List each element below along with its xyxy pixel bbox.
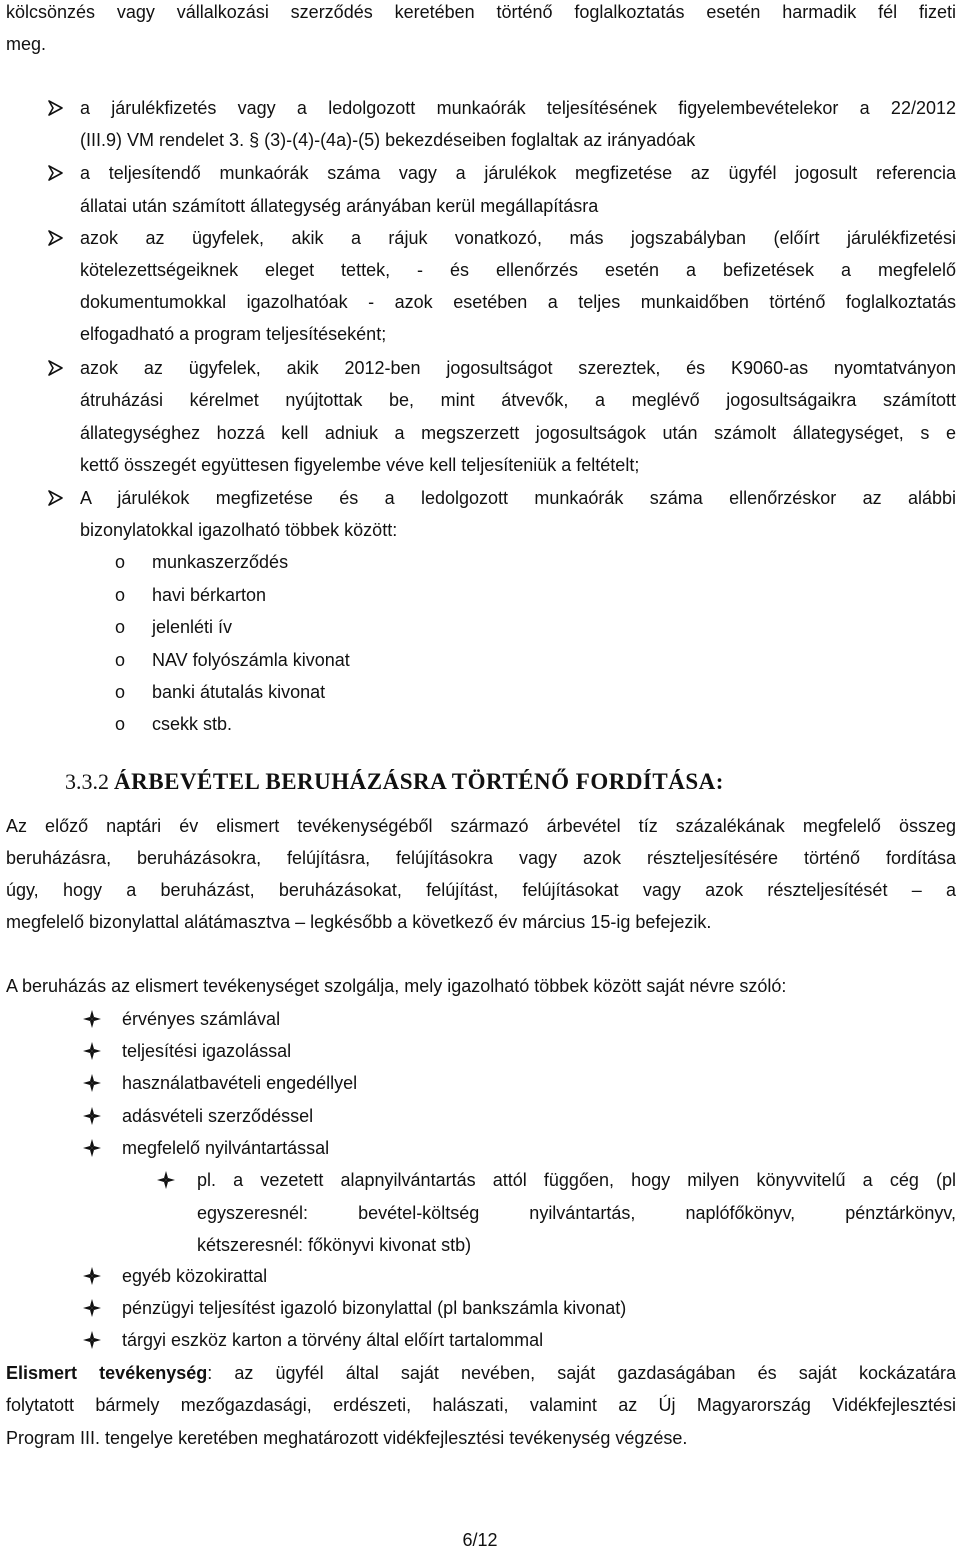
sub-item: banki átutalás kivonat [152,682,326,702]
arrow-item-4-line-2: átruházási kérelmet nyújtottak be, mint átvevők, a meglévő jogosultságaikra számított [80,390,956,410]
nested-item-line-1: pl. a vezetett alapnyilvántartás attól függően, hogy milyen könyvvitelű a cég (pl [197,1170,956,1190]
arrow-item-3-line-3: dokumentumokkal igazolhatóak - azok esetében a teljes munkaidőben történő foglalkoztatás [80,292,956,312]
diamond-bullet-icon [83,1003,105,1035]
arrow-bullet-icon [47,157,69,189]
arrow-item-4-line-4: kettő összegét együttesen figyelembe véve kell teljesíteniük a feltételt; [80,455,640,475]
diamond-item: adásvételi szerződéssel [122,1106,314,1126]
diamond-bullet-icon [83,1035,105,1067]
diamond-bullet-icon [83,1067,105,1099]
arrow-bullet-icon [47,222,69,254]
sub-bullet-marker: o [115,552,126,572]
diamond-item: érvényes számlával [122,1009,281,1029]
arrow-item-5-line-1: A járulékok megfizetése és a ledolgozott munkaórák száma ellenőrzéskor az alábbi [80,488,956,508]
sub-item: csekk stb. [152,714,233,734]
sub-item: NAV folyószámla kivonat [152,650,350,670]
arrow-item-3-line-1: azok az ügyfelek, akik a rájuk vonatkozó, más jogszabályban (előírt járulékfizetési [80,228,956,248]
arrow-bullet-icon [47,352,69,384]
arrow-item-2-line-1: a teljesítendő munkaórák száma vagy a járulékok megfizetése az ügyfél jogosult referencia [80,163,956,183]
sub-bullet-marker: o [115,682,126,702]
sub-bullet-marker: o [115,650,126,670]
sub-bullet-marker: o [115,617,126,637]
section-title: ÁRBEVÉTEL BERUHÁZÁSRA TÖRTÉNŐ FORDÍTÁSA: [114,769,724,794]
definition-term: Elismert tevékenység [6,1363,208,1383]
definition-line-1 [6,1357,956,1389]
sub-item: jelenléti ív [152,617,233,637]
sub-bullet-marker: o [115,585,126,605]
arrow-item-2-line-2: állatai után számított állategység arányában kerül megállapításra [80,196,599,216]
nested-item-line-3: kétszeresnél: főkönyvi kivonat stb) [197,1235,472,1255]
arrow-item-4-line-1: azok az ügyfelek, akik 2012-ben jogosultságot szereztek, és K9060-as nyomtatványon [80,358,956,378]
diamond-bullet-icon [157,1164,179,1196]
page-number: 6/12 [462,1530,498,1550]
section-heading [65,764,724,800]
arrow-item-1-line-2: (III.9) VM rendelet 3. § (3)-(4)-(4a)-(5) bekezdéseiben foglaltak az irányadóak [80,130,696,150]
arrow-item-3-line-4: elfogadható a program teljesítéseként; [80,324,387,344]
diamond-bullet-icon [83,1132,105,1164]
diamond-bullet-icon [83,1100,105,1132]
definition-line-1-rest: : az ügyfél által saját nevében, saját gazdaságában és saját kockázatára [207,1363,956,1383]
nested-item-line-2: egyszeresnél: bevétel-költség nyilvántartás, naplófőkönyv, pénztárkönyv, [197,1203,956,1223]
sub-item: munkaszerződés [152,552,289,572]
section-number: 3.3.2 [65,769,109,794]
definition-line-2: folytatott bármely mezőgazdasági, erdészeti, halászati, valamint az Új Magyarország Vidékfejlesztési [6,1395,956,1415]
diamond-bullet-icon [83,1260,105,1292]
arrow-bullet-icon [47,92,69,124]
sub-bullet-marker: o [115,714,126,734]
diamond-item: egyéb közokirattal [122,1266,268,1286]
diamond-item: tárgyi eszköz karton a törvény által előírt tartalommal [122,1330,544,1350]
paragraph-1-line-3: úgy, hogy a beruházást, beruházásokat, felújítást, felújításokat vagy azok részteljesítését – a [6,880,956,900]
definition-line-3: Program III. tengelye keretében meghatározott vidékfejlesztési tevékenység végzése. [6,1428,688,1448]
arrow-item-1-line-1: a járulékfizetés vagy a ledolgozott munkaórák teljesítésének figyelembevételekor a 22/2012 [80,98,956,118]
diamond-bullet-icon [83,1292,105,1324]
paragraph-2: A beruházás az elismert tevékenységet szolgálja, mely igazolható többek között saját névre szóló: [6,976,787,996]
arrow-item-4-line-3: állategységhez hozzá kell adniuk a megszerzett jogosultságok után számolt állategységet, s e [80,423,956,443]
arrow-bullet-icon [47,482,69,514]
intro-line-2: meg. [6,34,47,54]
diamond-item: használatbavételi engedéllyel [122,1073,358,1093]
diamond-item: teljesítési igazolással [122,1041,292,1061]
paragraph-1-line-1: Az előző naptári év elismert tevékenységéből származó árbevétel tíz százalékának megfelelő összeg [6,816,956,836]
paragraph-1-line-4: megfelelő bizonylattal alátámasztva – legkésőbb a következő év március 15-ig befejezik. [6,912,712,932]
intro-line-1: kölcsönzés vagy vállalkozási szerződés keretében történő foglalkoztatás esetén harmadik fél fizeti [6,2,956,22]
diamond-bullet-icon [83,1324,105,1356]
paragraph-1-line-2: beruházásra, beruházásokra, felújításra, felújításokra vagy azok részteljesítésére történő fordítása [6,848,956,868]
sub-item: havi bérkarton [152,585,267,605]
arrow-item-3-line-2: kötelezettségeiknek eleget tettek, - és ellenőrzés esetén a befizetések a megfelelő [80,260,956,280]
arrow-item-5-line-2: bizonylatokkal igazolható többek között: [80,520,398,540]
diamond-item: pénzügyi teljesítést igazoló bizonylattal (pl bankszámla kivonat) [122,1298,627,1318]
diamond-item: megfelelő nyilvántartással [122,1138,330,1158]
